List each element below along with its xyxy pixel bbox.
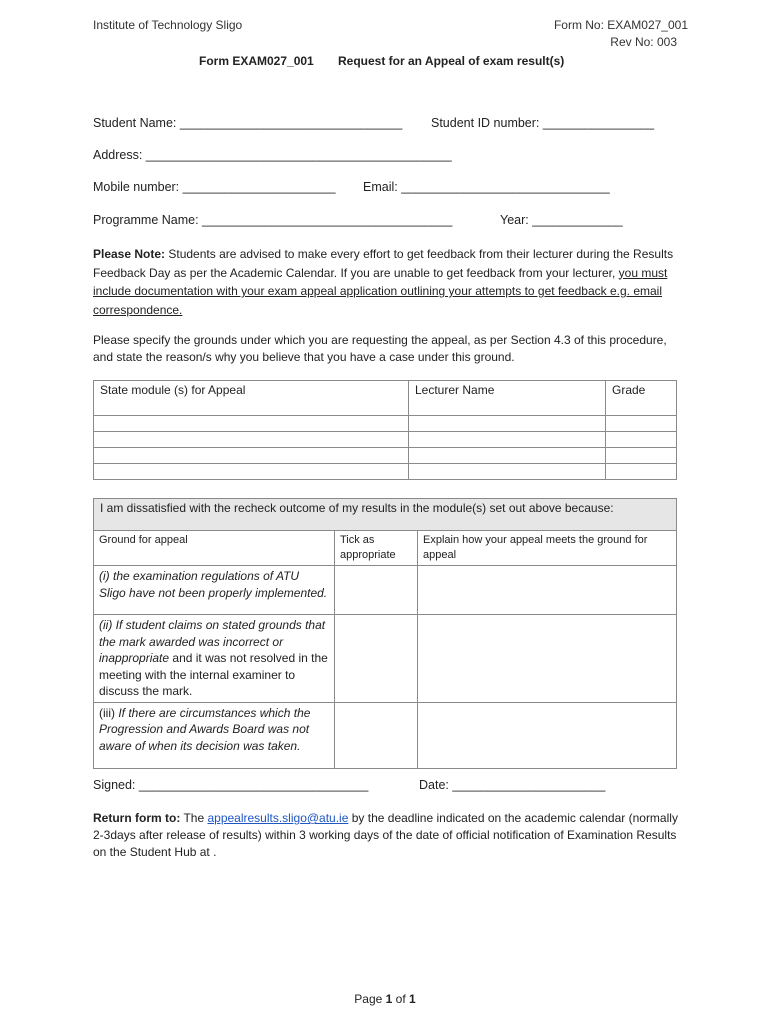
module-cell[interactable] xyxy=(94,448,409,464)
module-cell[interactable] xyxy=(94,416,409,432)
page-of: of xyxy=(392,992,410,1006)
student-id-field[interactable]: Student ID number: ________________ xyxy=(431,116,655,130)
please-note-paragraph xyxy=(93,245,683,319)
ground-3-italic: If there are circumstances which the Progression and Awards Board was not aware of when its decision was taken. xyxy=(99,705,311,753)
lecturer-cell[interactable] xyxy=(409,432,606,448)
return-post: by the deadline indicated on the academic calendar (normally 2-3days after release of results) within 3 working days of the date of official notification of Examination Results on the Student Hub at . xyxy=(93,811,678,859)
grade-cell[interactable] xyxy=(606,432,677,448)
email-field[interactable]: Email: ______________________________ xyxy=(363,180,610,194)
table-row xyxy=(94,448,677,464)
module-table xyxy=(93,380,677,480)
mobile-field[interactable]: Mobile number: ______________________ xyxy=(93,180,336,194)
page-label: Page xyxy=(354,992,386,1006)
dissatisfied-statement: I am dissatisfied with the recheck outcome of my results in the module(s) set out above because: xyxy=(94,499,677,531)
signed-field[interactable]: Signed: _________________________________ xyxy=(93,778,369,792)
form-number: Form No: EXAM027_001 xyxy=(553,18,688,32)
return-label: Return form to: xyxy=(93,811,181,825)
programme-field[interactable]: Programme Name: ____________________________________ xyxy=(93,213,453,227)
revision-number: Rev No: 003 xyxy=(610,35,677,49)
ground-2-rest: and it was not resolved in the meeting with the internal examiner to discuss the mark. xyxy=(99,651,328,698)
student-name-field[interactable]: Student Name: ________________________________ xyxy=(93,116,403,130)
module-cell[interactable] xyxy=(94,464,409,480)
address-field[interactable]: Address: ____________________________________________ xyxy=(93,148,452,162)
explain-cell[interactable] xyxy=(418,702,677,768)
page-title: Request for an Appeal of exam result(s) xyxy=(338,54,565,68)
table-row xyxy=(94,432,677,448)
please-note-text: Students are advised to make every effort to get feedback from their lecturer during the Results Feedback Day as per the Academic Calendar. If you are unable to get feedback from your lecturer, xyxy=(93,247,674,280)
lecturer-cell[interactable] xyxy=(409,416,606,432)
ground-1: (i) the examination regulations of ATU Sligo have not been properly implemented. xyxy=(94,566,335,615)
grounds-intro: Please specify the grounds under which you are requesting the appeal, as per Section 4.3 of this procedure, and state the reason/s why you believe that you have a case under this ground. xyxy=(93,333,667,364)
appeal-grounds-table xyxy=(93,498,677,769)
grade-cell[interactable] xyxy=(606,416,677,432)
tick-header: Tick as appropriate xyxy=(335,531,418,566)
please-note-requirement: you must include documentation with your exam appeal application outlining your attempts to get feedback e.g. email correspondence. xyxy=(93,265,668,317)
grade-header: Grade xyxy=(606,381,677,416)
tick-cell[interactable] xyxy=(335,702,418,768)
ground-header: Ground for appeal xyxy=(94,531,335,566)
module-header: State module (s) for Appeal xyxy=(94,381,409,416)
ground-3 xyxy=(94,702,335,768)
ground-3-prefix: (iii) xyxy=(99,705,119,720)
return-paragraph xyxy=(93,810,683,861)
table-row xyxy=(94,464,677,480)
page-footer xyxy=(0,992,770,1006)
date-field[interactable]: Date: ______________________ xyxy=(419,778,606,792)
please-note-label: Please Note: xyxy=(93,247,166,261)
lecturer-cell[interactable] xyxy=(409,448,606,464)
explain-cell[interactable] xyxy=(418,566,677,615)
year-field[interactable]: Year: _____________ xyxy=(500,213,623,227)
ground-2 xyxy=(94,615,335,703)
lecturer-header: Lecturer Name xyxy=(409,381,606,416)
grade-cell[interactable] xyxy=(606,464,677,480)
return-pre: The xyxy=(180,811,208,825)
table-row xyxy=(94,702,677,768)
explain-header: Explain how your appeal meets the ground for appeal xyxy=(418,531,677,566)
tick-cell[interactable] xyxy=(335,566,418,615)
page-total: 1 xyxy=(409,992,416,1006)
module-cell[interactable] xyxy=(94,432,409,448)
institute-name: Institute of Technology Sligo xyxy=(93,18,243,32)
grade-cell[interactable] xyxy=(606,448,677,464)
form-id: Form EXAM027_001 xyxy=(199,54,314,68)
page-current: 1 xyxy=(385,992,393,1006)
table-row xyxy=(94,566,677,615)
lecturer-cell[interactable] xyxy=(409,464,606,480)
tick-cell[interactable] xyxy=(335,615,418,703)
explain-cell[interactable] xyxy=(418,615,677,703)
ground-2-italic: (ii) If student claims on stated grounds that the mark awarded was incorrect or inappropriate xyxy=(99,618,326,665)
table-row xyxy=(94,416,677,432)
table-row xyxy=(94,615,677,703)
return-email-link[interactable]: appealresults.sligo@atu.ie xyxy=(207,811,349,825)
